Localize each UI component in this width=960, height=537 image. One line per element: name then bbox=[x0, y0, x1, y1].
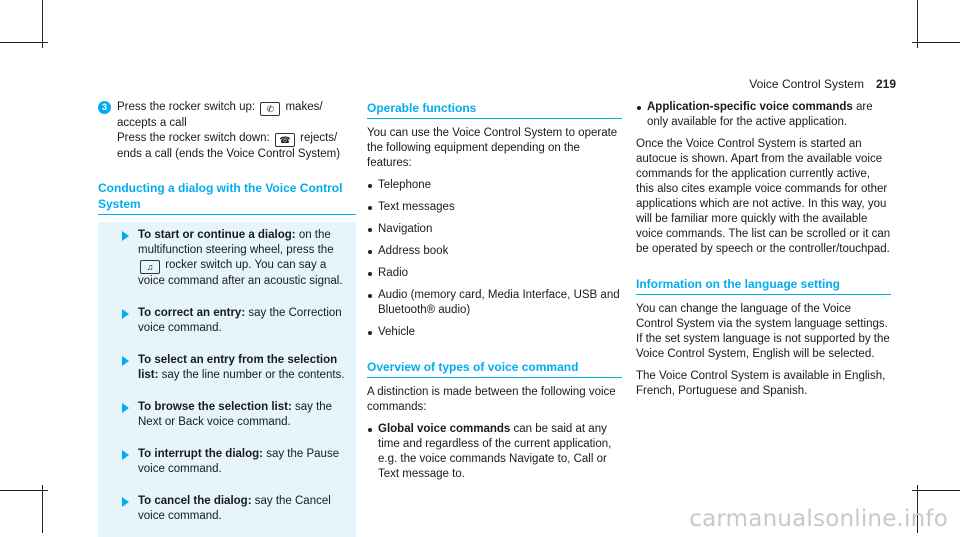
step-number: 3 bbox=[98, 101, 111, 114]
section-title-dialog: Conducting a dialog with the Voice Control System bbox=[98, 180, 356, 215]
crop-mark bbox=[0, 490, 48, 491]
phone-pickup-icon: ✆ bbox=[260, 102, 280, 116]
action-cancel-dialog: To cancel the dialog: say the Cancel voice command. bbox=[98, 488, 356, 530]
list-item: Global voice commands can be said at any time and regardless of the current application, e.g. the voice commands Navigate to, Call or Text message to. bbox=[367, 422, 622, 482]
crop-mark bbox=[42, 485, 43, 533]
command-list-continued bbox=[636, 100, 891, 130]
running-header bbox=[749, 77, 896, 92]
action-bar bbox=[98, 222, 356, 537]
crop-mark bbox=[917, 0, 918, 48]
language-paragraph-2: The Voice Control System is available in English, French, Portuguese and Spanish. bbox=[636, 370, 886, 397]
list-item: Audio (memory card, Media Interface, USB and Bluetooth® audio) bbox=[367, 288, 622, 318]
list-item: Application-specific voice commands are only available for the active application. bbox=[636, 100, 891, 130]
header-title: Voice Control System bbox=[749, 77, 864, 91]
crop-mark bbox=[912, 490, 960, 491]
arrow-bullet-icon bbox=[122, 231, 129, 241]
arrow-bullet-icon bbox=[122, 309, 129, 319]
list-item: Text messages bbox=[367, 200, 622, 215]
language-paragraph-1: You can change the language of the Voice Control System via the system language settings. If the set system language is not supported by the Voice Control System, English will be selected. bbox=[636, 303, 890, 360]
list-item: Vehicle bbox=[367, 325, 622, 340]
operable-intro: You can use the Voice Control System to operate the following equipment depending on the features: bbox=[367, 127, 618, 169]
section-title-language: Information on the language setting bbox=[636, 276, 891, 295]
command-list bbox=[367, 422, 622, 482]
crop-mark bbox=[912, 42, 960, 43]
action-start-dialog: To start or continue a dialog: on the multifunction steering wheel, press the ♫ rocker switch up. You can say a voice command after an acoustic signal. bbox=[98, 222, 356, 295]
list-item: Address book bbox=[367, 244, 622, 259]
column-middle bbox=[367, 100, 622, 489]
arrow-bullet-icon bbox=[122, 403, 129, 413]
list-item: Radio bbox=[367, 266, 622, 281]
step-3 bbox=[98, 100, 356, 162]
action-select-entry: To select an entry from the selection list: say the line number or the contents. bbox=[98, 347, 356, 389]
voice-control-icon: ♫ bbox=[140, 260, 160, 274]
watermark: carmanualsonline.info bbox=[689, 506, 948, 532]
column-right bbox=[636, 100, 891, 406]
action-correct-entry: To correct an entry: say the Correction voice command. bbox=[98, 300, 356, 342]
overview-intro: A distinction is made between the following voice commands: bbox=[367, 386, 616, 413]
action-browse-list: To browse the selection list: say the Next or Back voice command. bbox=[98, 394, 356, 436]
step-line-2: Press the rocker switch down: ☎ rejects/ ends a call (ends the Voice Control System) bbox=[117, 132, 341, 160]
list-item: Telephone bbox=[367, 178, 622, 193]
arrow-bullet-icon bbox=[122, 497, 129, 507]
step-line-1: Press the rocker switch up: ✆ makes/ accepts a call bbox=[117, 101, 323, 129]
arrow-bullet-icon bbox=[122, 356, 129, 366]
operable-list bbox=[367, 178, 622, 340]
autocue-paragraph: Once the Voice Control System is started an autocue is shown. Apart from the available voice commands for the application currently active, this also cites example voice commands for other applications which are not active. In this way, you will be familiar more quickly with the available voice commands. The list can be scrolled or it can be operated by speech or the controller/touchpad. bbox=[636, 138, 891, 255]
column-left bbox=[98, 100, 356, 537]
action-interrupt-dialog: To interrupt the dialog: say the Pause voice command. bbox=[98, 441, 356, 483]
section-title-operable: Operable functions bbox=[367, 100, 622, 119]
arrow-bullet-icon bbox=[122, 450, 129, 460]
page-number: 219 bbox=[875, 77, 896, 91]
crop-mark bbox=[0, 42, 48, 43]
crop-mark bbox=[42, 0, 43, 48]
phone-hangup-icon: ☎ bbox=[275, 133, 295, 147]
list-item: Navigation bbox=[367, 222, 622, 237]
section-title-overview: Overview of types of voice command bbox=[367, 359, 622, 378]
